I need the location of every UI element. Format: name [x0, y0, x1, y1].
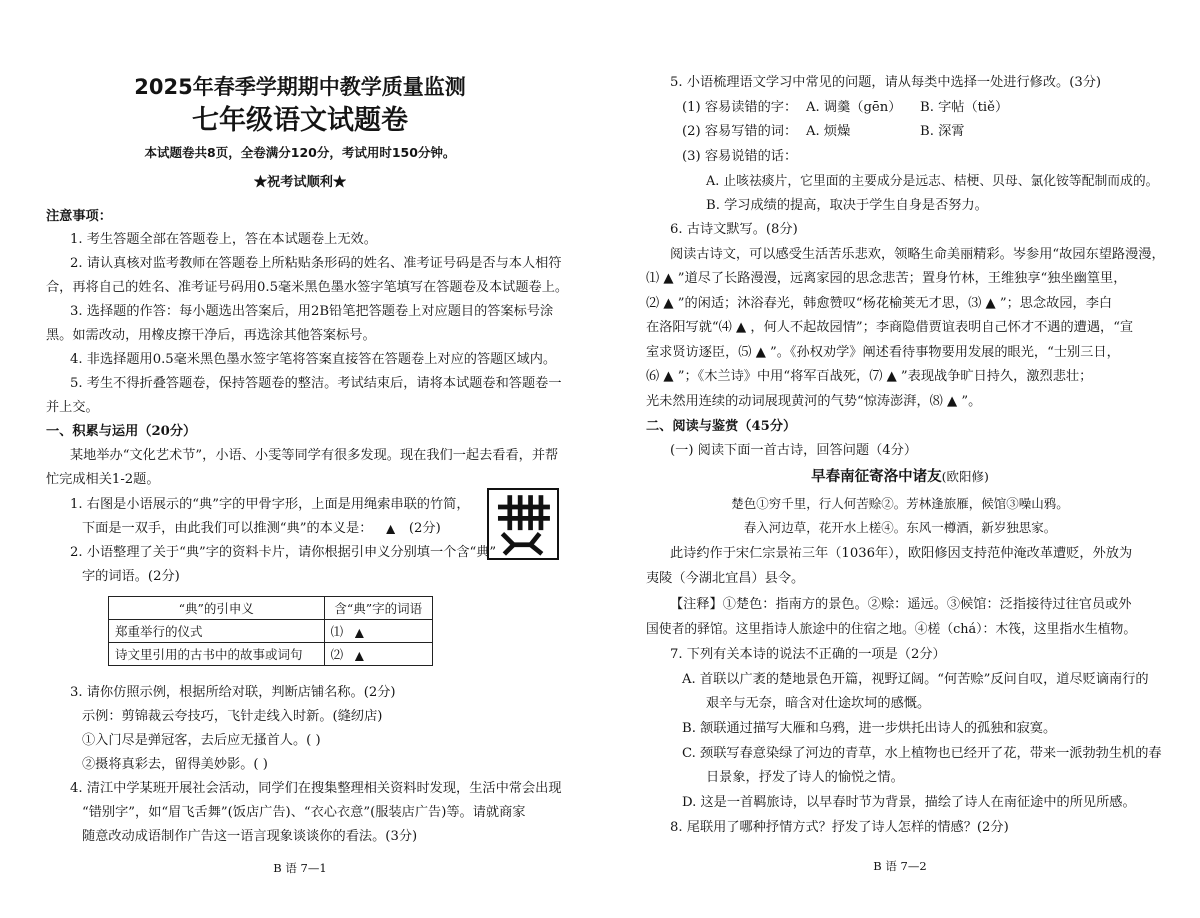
- question-2-line2: 字的词语。(2分): [82, 569, 180, 584]
- notice-line: 并上交。: [46, 400, 99, 415]
- exam-wish: ★祝考试顺利★: [253, 175, 347, 190]
- page-footer: B 语 7—2: [873, 859, 927, 873]
- poem-notes: 国使者的驿馆。这里指诗人旅途中的住宿之地。④槎（chá）：木筏，这里指水生植物。: [646, 622, 1137, 637]
- table-cell-meaning: 郑重举行的仪式: [109, 620, 325, 643]
- q5-option: A. 烦燥: [806, 124, 851, 139]
- poem-notes: 【注释】①楚色：指南方的景色。②赊：遥远。③候馆：泛指接待过往官员或外: [670, 597, 1132, 612]
- notice-line: 3. 选择题的作答：每小题选出答案后，用2B铅笔把答题卷上对应题目的答案标号涂: [70, 304, 554, 319]
- q5-option: B. 深霄: [920, 124, 965, 139]
- answer-blank[interactable]: ▲: [355, 649, 364, 662]
- page-footer: B 语 7—1: [273, 861, 327, 875]
- section-heading: 一、积累与运用（20分）: [46, 424, 197, 439]
- dian-info-card-table: [108, 596, 433, 666]
- question-4-line2: “错别字”，如“眉飞舌舞”(饭店广告)、“衣心衣意”(服装店广告)等。请就商家: [82, 805, 526, 820]
- question-3-item: ②摄将真彩去，留得美妙影。( ): [82, 757, 268, 772]
- question-8: 8. 尾联用了哪种抒情方式？抒发了诗人怎样的情感？(2分): [670, 820, 1009, 835]
- subsection-heading: (一) 阅读下面一首古诗，回答问题（4分）: [670, 443, 918, 458]
- table-header-cell: “典”的引申义: [109, 597, 325, 620]
- question-3: 3. 请你仿照示例，根据所给对联，判断店铺名称。(2分): [70, 685, 396, 700]
- poem-heading: [600, 468, 1200, 487]
- notice-heading: 注意事项：: [46, 209, 112, 224]
- question-3-example: 示例：剪锦裁云夸技巧，飞针走线入时新。(缝纫店): [82, 709, 383, 724]
- question-5: 5. 小语梳理语文学习中常见的问题，请从每类中选择一处进行修改。(3分): [670, 75, 1102, 90]
- intro-text: 忙完成相关1-2题。: [46, 472, 160, 487]
- q5-option: B. 学习成绩的提高，取决于学生自身是否努力。: [706, 198, 988, 213]
- question-2: 2. 小语整理了关于“典”字的资料卡片，请你根据引申义分别填一个含“典”: [70, 545, 497, 560]
- notice-line: 黑。如需改动，用橡皮擦干净后，再选涂其他答案标号。: [46, 328, 376, 343]
- q5-option: A. 调羹（gēn）: [806, 100, 902, 115]
- table-header-row: [109, 597, 433, 620]
- poem-background: 此诗约作于宋仁宗景祐三年（1036年），欧阳修因支持范仲淹改革遭贬，外放为: [670, 546, 1133, 561]
- q6-text-line: 在洛阳写就“⑷ ▲ ，何人不起故园情”；李商隐借贾谊表明自己怀才不遇的遭遇，“宣: [646, 320, 1134, 335]
- q7-option-a-cont: 艰辛与无奈，暗含对仕途坎坷的感慨。: [706, 696, 931, 711]
- exam-title: 七年级语文试题卷: [192, 105, 408, 136]
- intro-text: 某地举办“文化艺术节”，小语、小雯等同学有很多发现。现在我们一起去看看，并帮: [70, 448, 559, 463]
- answer-blank[interactable]: ▲: [386, 522, 395, 535]
- q5-option: B. 字帖（tiě）: [920, 100, 1009, 115]
- question-7: 7. 下列有关本诗的说法不正确的一项是（2分）: [670, 647, 946, 662]
- q7-option-d[interactable]: D. 这是一首羁旅诗，以早春时节为背景，描绘了诗人在南征途中的所见所感。: [682, 795, 1136, 810]
- table-header-cell: 含“典”字的词语: [324, 597, 432, 620]
- table-row: [109, 643, 433, 666]
- table-row: [109, 620, 433, 643]
- q7-option-c-cont: 日景象，抒发了诗人的愉悦之情。: [706, 770, 904, 785]
- notice-line: 4. 非选择题用0.5毫米黑色墨水签字笔将答案直接答在答题卷上对应的答题区域内。: [70, 352, 557, 367]
- q7-option-b[interactable]: B. 颔联通过描写大雁和乌鸦，进一步烘托出诗人的孤独和寂寞。: [682, 721, 1057, 736]
- table-cell-meaning: 诗文里引用的古书中的故事或词句: [109, 643, 325, 666]
- notice-line: 合，再将自己的姓名、准考证号码用0.5毫米黑色墨水签字笔填写在答题卷及本试题卷上。: [46, 280, 569, 295]
- right-page: [600, 0, 1200, 918]
- table-cell-answer: ⑵ ▲: [324, 643, 432, 666]
- notice-line: 1. 考生答题全部在答题卷上，答在本试题卷上无效。: [70, 232, 377, 247]
- q6-text-line: ⑵ ▲ ”的闲适；沐浴春光，韩愈赞叹“杨花榆荚无才思，⑶ ▲ ”；思念故园，李白: [646, 296, 1113, 311]
- answer-blank[interactable]: ▲: [355, 626, 364, 639]
- q6-text-line: 光未然用连续的动词展现黄河的气势“惊涛澎湃，⑻ ▲ ”。: [646, 394, 982, 409]
- poem-author: (欧阳修): [941, 469, 989, 484]
- poem-line: 春入河边草，花开水上槎④。东风一樽酒，新岁独思家。: [743, 520, 1057, 535]
- q7-option-a[interactable]: A. 首联以广袤的楚地景色开篇，视野辽阔。“何苦赊”反问自叹，道尽贬谪南行的: [682, 672, 1149, 687]
- poem-background: 夷陵（今湖北宜昌）县令。: [646, 571, 805, 586]
- exam-subtitle: 2025年春季学期期中教学质量监测: [134, 75, 466, 99]
- question-4-line3: 随意改动成语制作广告这一语言现象谈谈你的看法。(3分): [82, 829, 418, 844]
- exam-info: 本试题卷共8页，全卷满分120分，考试用时150分钟。: [144, 145, 456, 160]
- notice-line: 2. 请认真核对监考教师在答题卷上所粘贴条形码的姓名、准考证号码是否与本人相符: [70, 256, 562, 271]
- q6-text-line: 阅读古诗文，可以感受生活苦乐悲欢，领略生命美丽精彩。岑参用“故园东望路漫漫，: [670, 247, 1165, 262]
- question-1: 1. 右图是小语展示的“典”字的甲骨字形，上面是用绳索串联的竹简，: [70, 497, 470, 512]
- q5-item-2-label: (2) 容易写错的词：: [682, 124, 798, 139]
- question-4: 4. 清江中学某班开展社会活动，同学们在搜集整理相关资料时发现，生活中常会出现: [70, 781, 562, 796]
- question-3-item: ①入门尽是弹冠客，去后应无搔首人。( ): [82, 733, 321, 748]
- oracle-bone-glyph-icon: [489, 490, 557, 558]
- question-1-line2: 下面是一双手，由此我们可以推测“典”的本义是： ▲ (2分): [82, 521, 441, 536]
- question-6: 6. 古诗文默写。(8分): [670, 222, 798, 237]
- notice-line: 5. 考生不得折叠答题卷，保持答题卷的整洁。考试结束后，请将本试题卷和答题卷一: [70, 376, 562, 391]
- q6-text-line: ⑴ ▲ ”道尽了长路漫漫，远离家园的思念悲苦；置身竹林，王维独享“独坐幽篁里，: [646, 271, 1127, 286]
- poem-line: 楚色①穷千里，行人何苦赊②。芳林逢旅雁，候馆③噪山鸦。: [731, 496, 1069, 511]
- q5-option: A. 止咳祛痰片，它里面的主要成分是远志、桔梗、贝母、氯化铵等配制而成的。: [706, 174, 1159, 189]
- q5-item-1-label: (1) 容易读错的字：: [682, 100, 798, 115]
- q7-option-c[interactable]: C. 颈联写春意染绿了河边的青草，水上植物也已经开了花，带来一派勃勃生机的春: [682, 746, 1162, 761]
- poem-title: 早春南征寄洛中诸友: [811, 468, 942, 485]
- section-heading: 二、阅读与鉴赏（45分）: [646, 419, 797, 434]
- q6-text-line: 室求贤访逐臣，⑸ ▲ ”。《孙权劝学》阐述看待事物要用发展的眼光，“士别三日，: [646, 345, 1120, 360]
- table-cell-answer: ⑴ ▲: [324, 620, 432, 643]
- oracle-bone-dian-image: [487, 488, 559, 560]
- q6-text-line: ⑹ ▲ ”；《木兰诗》中用“将军百战死，⑺ ▲ ”表现战争旷日持久，激烈悲壮；: [646, 369, 1093, 384]
- q5-item-3-label: (3) 容易说错的话：: [682, 149, 798, 164]
